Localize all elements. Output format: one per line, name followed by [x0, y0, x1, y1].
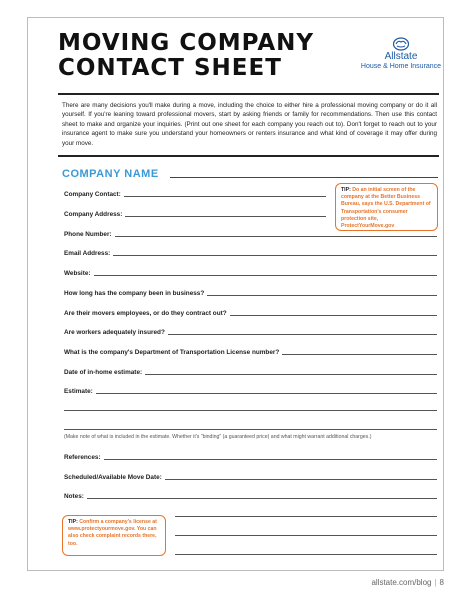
workers-insured-label: Are workers adequately insured?: [64, 329, 165, 336]
page-number: 8: [439, 578, 444, 587]
website-label: Website:: [64, 270, 91, 277]
company-name-field[interactable]: [170, 177, 438, 178]
website-row: [64, 266, 437, 278]
tip-text: Confirm a company's license at www.protectyourmove.gov. You can also check complaint records there, too.: [68, 519, 157, 547]
references-field[interactable]: [104, 458, 437, 460]
phone-label: Phone Number:: [64, 231, 112, 238]
allstate-logo: [360, 37, 442, 71]
tip-label: TIP:: [68, 519, 78, 525]
page-title: [58, 31, 314, 81]
email-label: Email Address:: [64, 250, 111, 257]
notes-row: [64, 489, 437, 501]
title-line-1: MOVING COMPANY: [58, 30, 315, 56]
references-row: [64, 450, 437, 462]
references-label: References:: [64, 454, 101, 461]
footer-separator: |: [434, 578, 437, 587]
company-contact-row: [64, 187, 326, 199]
inhome-estimate-label: Date of in-home estimate:: [64, 369, 143, 376]
years-in-business-row: [64, 286, 437, 298]
phone-row: [64, 227, 437, 239]
email-row: [64, 246, 437, 258]
company-contact-label: Company Contact:: [64, 191, 121, 198]
move-date-field[interactable]: [165, 478, 437, 480]
notes-field[interactable]: [87, 497, 437, 499]
tip-label: TIP:: [341, 187, 351, 193]
movers-employees-row: [64, 306, 437, 318]
notes-field-line-3[interactable]: [175, 535, 437, 536]
estimate-field-line-3[interactable]: [64, 429, 437, 430]
years-in-business-field[interactable]: [207, 294, 437, 296]
estimate-field-line-2[interactable]: [64, 410, 437, 411]
page-footer: [371, 578, 444, 587]
header-divider: [58, 93, 439, 95]
workers-insured-row: [64, 325, 437, 337]
phone-field[interactable]: [115, 235, 437, 237]
estimate-note: (Make note of what is included in the estimate. Whether it's "binding" (a guaranteed price) and what might warrant additional charges.): [64, 434, 372, 440]
notes-label: Notes:: [64, 493, 84, 500]
dot-license-label: What is the company's Department of Transportation License number?: [64, 349, 280, 356]
company-address-row: [64, 207, 326, 219]
footer-url[interactable]: allstate.com/blog: [371, 578, 432, 587]
title-line-2: CONTACT SHEET: [58, 55, 282, 81]
notes-field-line-4[interactable]: [175, 554, 437, 555]
inhome-estimate-row: [64, 365, 437, 377]
company-contact-field[interactable]: [124, 195, 326, 197]
estimate-row: [64, 384, 437, 396]
tip-box-license: [62, 515, 166, 556]
notes-field-line-2[interactable]: [175, 516, 437, 517]
hands-logo-icon: [392, 37, 410, 51]
intro-divider: [58, 155, 439, 157]
years-in-business-label: How long has the company been in business?: [64, 290, 205, 297]
email-field[interactable]: [113, 254, 437, 256]
tip-box-bbb: [335, 183, 438, 231]
movers-employees-field[interactable]: [230, 314, 437, 316]
company-name-heading: COMPANY NAME: [62, 168, 159, 180]
company-address-label: Company Address:: [64, 211, 123, 218]
dot-license-field[interactable]: [282, 353, 437, 355]
logo-tagline: House & Home Insurance: [360, 63, 442, 70]
inhome-estimate-field[interactable]: [145, 373, 437, 375]
company-address-field[interactable]: [125, 215, 326, 217]
dot-license-row: [64, 345, 437, 357]
website-field[interactable]: [94, 274, 437, 276]
workers-insured-field[interactable]: [168, 333, 437, 335]
move-date-label: Scheduled/Available Move Date:: [64, 474, 162, 481]
intro-paragraph: There are many decisions you'll make during a move, including the choice to either hire a professional moving company or do it all yourself. If you're leaning toward professional movers, start by asking friends or family for recommendations. Then use this contact sheet to make and organize your inquiries. (Print out one sheet for each company you reach out to). Don't forget to reach out to your insurance agent to make sure you understand your homeowners or renters insurance and what kind of coverage it may offer during your move.: [62, 102, 437, 147]
estimate-field[interactable]: [96, 392, 437, 394]
tip-text: Do an initial screen of the company at the Better Business Bureau, says the U.S. Department of Transportation's consumer protection site, ProtectYourMove.gov: [341, 187, 431, 230]
move-date-row: [64, 470, 437, 482]
logo-name: Allstate: [384, 51, 418, 62]
movers-employees-label: Are their movers employees, or do they contract out?: [64, 310, 227, 317]
estimate-label: Estimate:: [64, 388, 93, 395]
